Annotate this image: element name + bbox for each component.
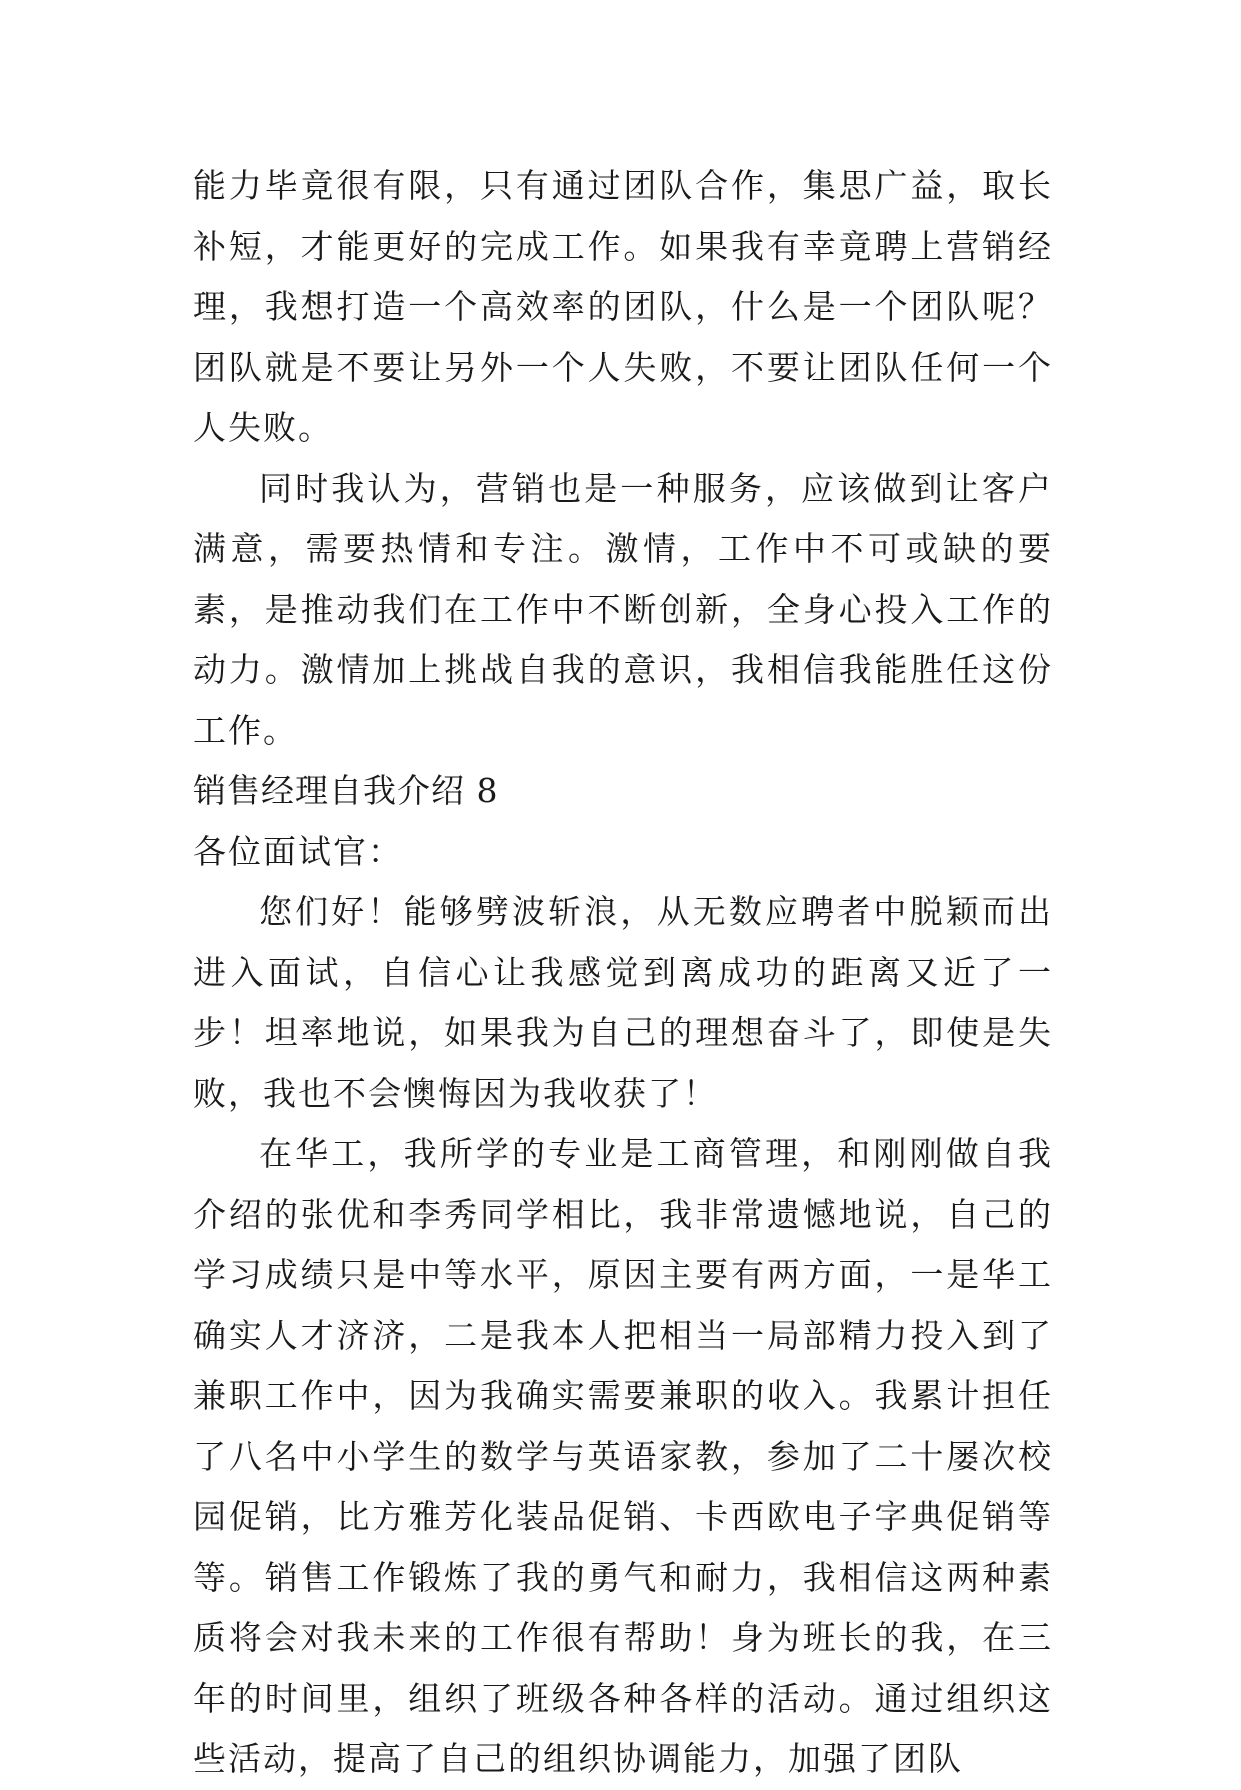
section-heading: 销售经理自我介绍 8 bbox=[193, 771, 499, 810]
paragraph-service: 同时我认为，营销也是一种服务，应该做到让客户满意，需要热情和专注。激情，工作中不可或缺的要素，是推动我们在工作中不断创新，全身心投入工作的动力。激情加上挑战自我的意识，我相信我能胜任这份工作。 bbox=[193, 468, 1053, 750]
paragraph-teamwork: 能力毕竟很有限，只有通过团队合作，集思广益，取长补短，才能更好的完成工作。如果我有幸竟聘上营销经理，我想打造一个高效率的团队，什么是一个团队呢？团队就是不要让另外一个人失败，不要让团队任何一个人失败。 bbox=[193, 166, 1053, 447]
paragraph-education: 在华工，我所学的专业是工商管理，和刚刚做自我介绍的张优和李秀同学相比，我非常遗憾地说，自己的学习成绩只是中等水平，原因主要有两方面，一是华工确实人才济济，二是我本人把相当一局部精力投入到了兼职工作中，因为我确实需要兼职的收入。我累计担任了八名中小学生的数学与英语家教，参加了二十屡次校园促销，比方雅芳化装品促销、卡西欧电子字典促销等等。销售工作锻炼了我的勇气和耐力，我相信这两种素质将会对我未来的工作很有帮助！身为班长的我，在三年的时间里，组织了班级各种各样的活动。通过组织这些活动，提高了自己的组织协调能力，加强了团队 bbox=[193, 1134, 1053, 1778]
document-body bbox=[193, 156, 1053, 1790]
salutation: 各位面试官： bbox=[193, 831, 403, 871]
paragraph-greeting: 您们好！能够劈波斩浪，从无数应聘者中脱颖而出进入面试，自信心让我感觉到离成功的距离又近了一步！坦率地说，如果我为自己的理想奋斗了，即使是失败，我也不会懊悔因为我收获了！ bbox=[193, 892, 1053, 1113]
